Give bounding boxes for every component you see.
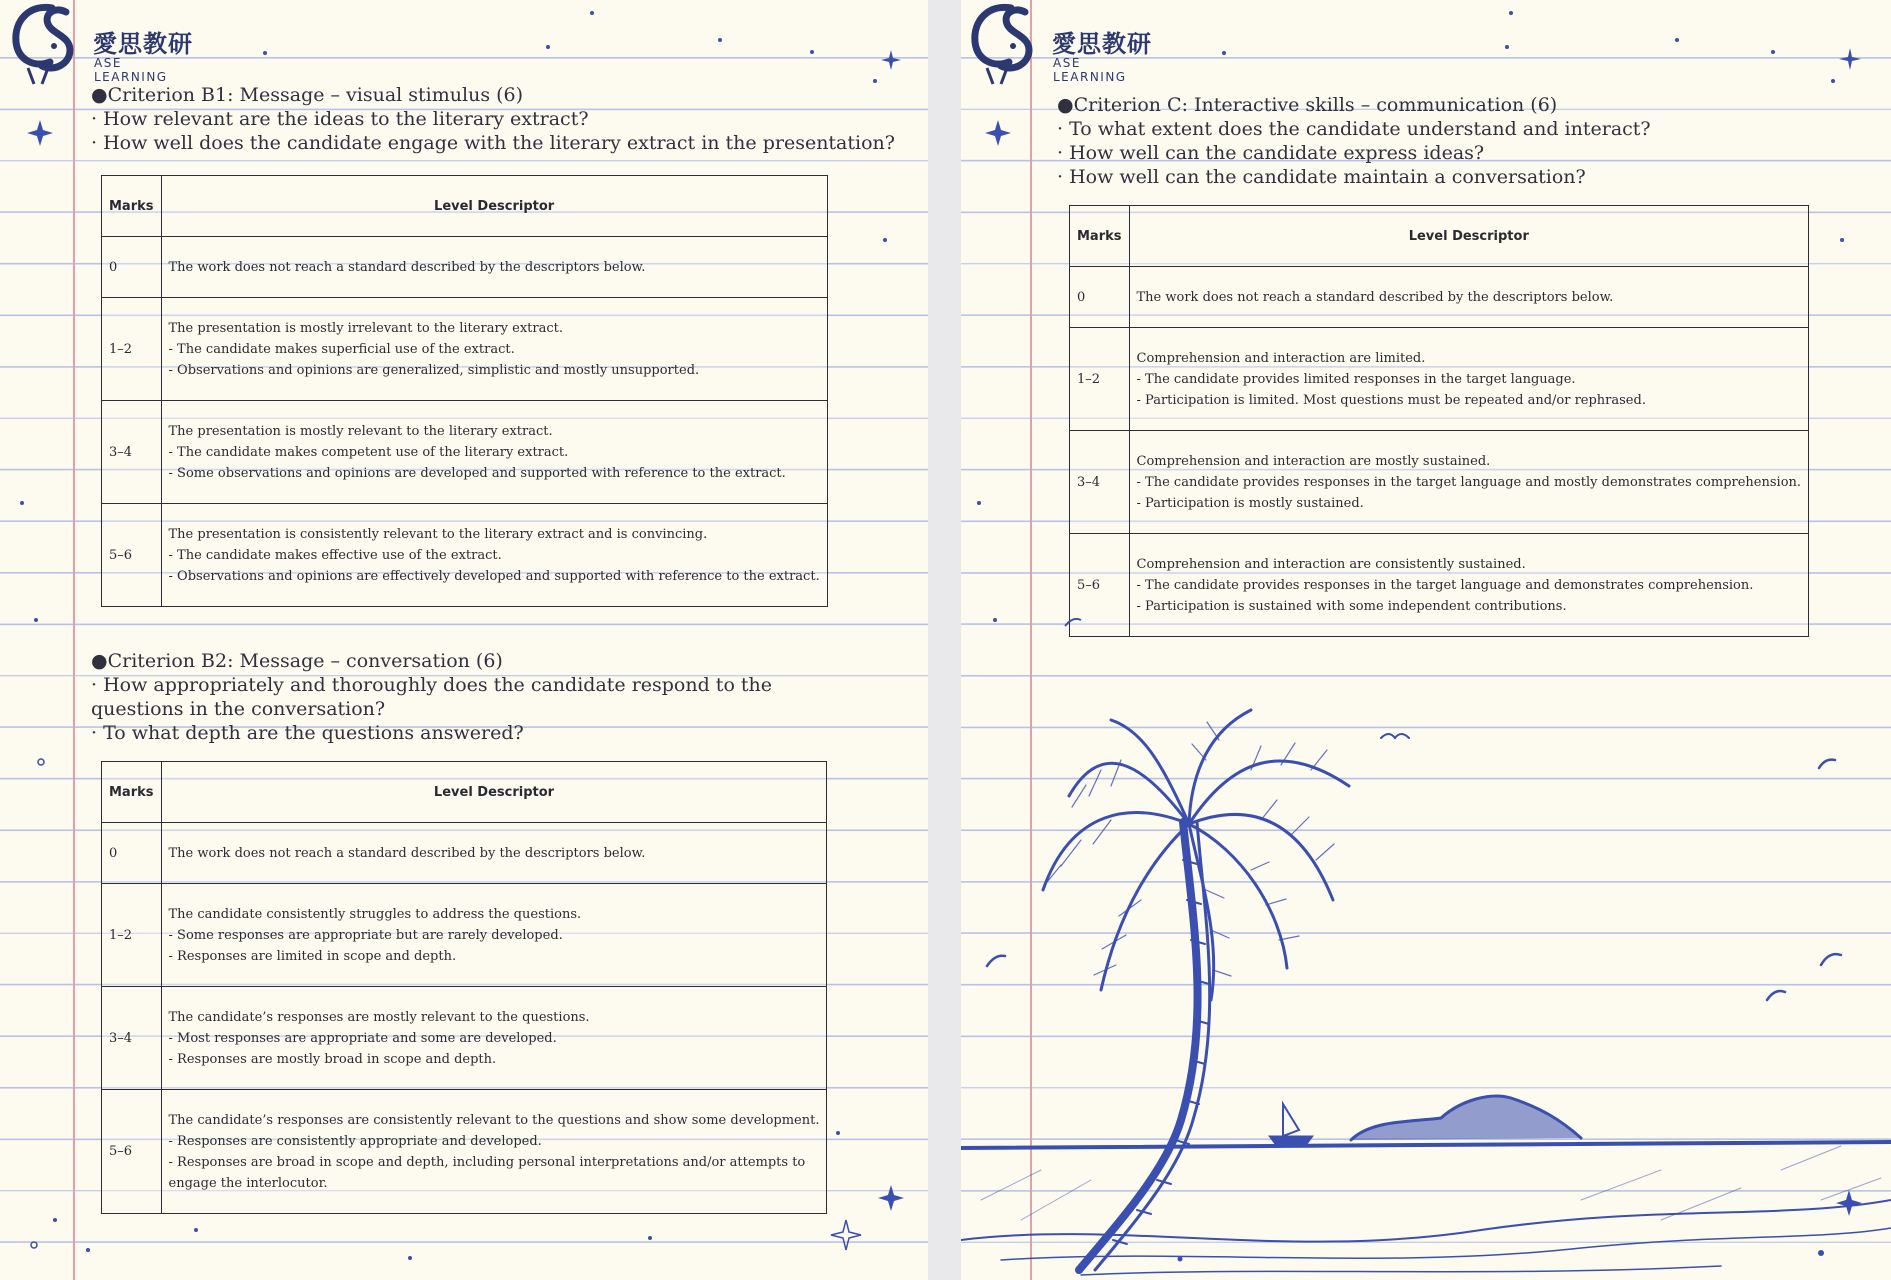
- descriptor-cell: The candidate’s responses are consistently relevant to the questions and show some development. - Responses are consistently appropriate and developed. - Responses are broad in scope and depth, including personal interpretations and/or attempts to engage the interlocutor.: [161, 1090, 827, 1214]
- descriptor-header: Level Descriptor: [1129, 206, 1809, 267]
- palm-tree-beach-illustration: [961, 700, 1891, 1280]
- brand-name-en: ASE LEARNING: [94, 56, 168, 84]
- criterion-question: · To what extent does the candidate understand and interact?: [1057, 118, 1651, 140]
- criterion-question: · How well does the candidate engage with the literary extract in the presentation?: [91, 132, 895, 154]
- descriptor-cell: The presentation is mostly irrelevant to the literary extract. - The candidate makes superficial use of the extract. - Observations and opinions are generalized, simplistic and mostly unsupported.: [161, 298, 827, 401]
- descriptor-cell: The work does not reach a standard described by the descriptors below.: [161, 237, 827, 298]
- marks-cell: 5–6: [1070, 534, 1130, 637]
- marks-cell: 5–6: [102, 1090, 162, 1214]
- criterion-title: ●Criterion C: Interactive skills – communication (6): [1057, 94, 1558, 116]
- marks-cell: 3–4: [102, 401, 162, 504]
- descriptor-cell: The candidate’s responses are mostly relevant to the questions. - Most responses are appropriate and some are developed. - Responses are mostly broad in scope and depth.: [161, 987, 827, 1090]
- brand-name-en: ASE LEARNING: [1053, 56, 1127, 84]
- marks-cell: 0: [102, 237, 162, 298]
- marks-cell: 1–2: [102, 298, 162, 401]
- marks-cell: 0: [1070, 267, 1130, 328]
- descriptor-cell: The work does not reach a standard described by the descriptors below.: [1129, 267, 1809, 328]
- descriptor-cell: The presentation is consistently relevant to the literary extract and is convincing. - The candidate makes effective use of the extract. - Observations and opinions are effectively developed and supported with reference to the extract.: [161, 504, 827, 607]
- marks-header: Marks: [102, 762, 162, 823]
- criterion-title: ●Criterion B1: Message – visual stimulus (6): [91, 84, 524, 106]
- sparkle-decoration-icon: [961, 0, 1891, 700]
- descriptor-cell: Comprehension and interaction are consistently sustained. - The candidate provides responses in the target language and demonstrates comprehension. - Participation is sustained with some independent contributions.: [1129, 534, 1809, 637]
- criterion-question: · To what depth are the questions answered?: [91, 722, 524, 744]
- page-right: [961, 0, 1891, 1280]
- criterion-question: · How well can the candidate maintain a conversation?: [1057, 166, 1586, 188]
- criterion-question: · How well can the candidate express ideas?: [1057, 142, 1485, 164]
- descriptor-cell: Comprehension and interaction are limited. - The candidate provides limited responses in the target language. - Participation is limited. Most questions must be repeated and/or rephrased.: [1129, 328, 1809, 431]
- marks-cell: 1–2: [102, 884, 162, 987]
- descriptor-cell: The work does not reach a standard described by the descriptors below.: [161, 823, 827, 884]
- marks-cell: 1–2: [1070, 328, 1130, 431]
- descriptor-cell: Comprehension and interaction are mostly sustained. - The candidate provides responses in the target language and mostly demonstrates comprehension. - Participation is mostly sustained.: [1129, 431, 1809, 534]
- marks-header: Marks: [102, 176, 162, 237]
- brand-name-cn: 愛思教研: [93, 30, 193, 58]
- sparkle-decoration-icon: [0, 0, 928, 1280]
- criterion-title: ●Criterion B2: Message – conversation (6): [91, 650, 503, 672]
- criterion-question: · How appropriately and thoroughly does the candidate respond to the questions in the conversation?: [91, 674, 773, 720]
- marks-cell: 5–6: [102, 504, 162, 607]
- marks-cell: 3–4: [1070, 431, 1130, 534]
- marks-header: Marks: [1070, 206, 1130, 267]
- descriptor-header: Level Descriptor: [161, 176, 827, 237]
- descriptor-cell: The presentation is mostly relevant to the literary extract. - The candidate makes competent use of the literary extract. - Some observations and opinions are developed and supported with reference to the extract.: [161, 401, 827, 504]
- brand-name-cn: 愛思教研: [1052, 30, 1152, 58]
- marks-cell: 3–4: [102, 987, 162, 1090]
- criterion-question: · How relevant are the ideas to the literary extract?: [91, 108, 589, 130]
- page-left: [0, 0, 928, 1280]
- descriptor-header: Level Descriptor: [161, 762, 827, 823]
- marks-cell: 0: [102, 823, 162, 884]
- descriptor-cell: The candidate consistently struggles to address the questions. - Some responses are appropriate but are rarely developed. - Responses are limited in scope and depth.: [161, 884, 827, 987]
